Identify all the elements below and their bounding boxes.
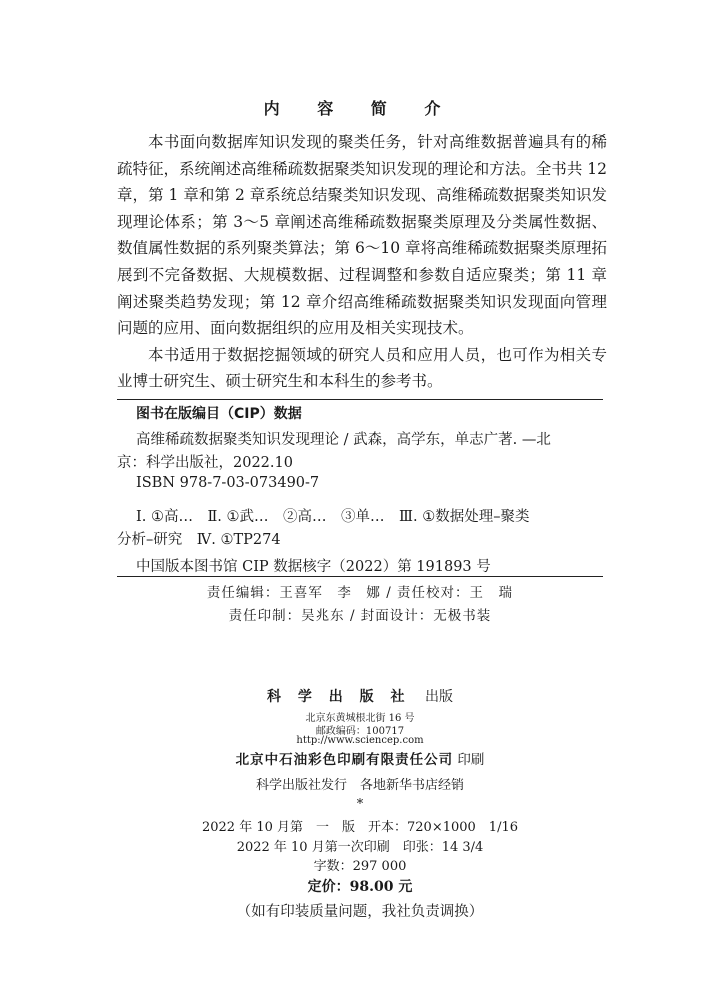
cip-title-line-1: 高维稀疏数据聚类知识发现理论 / 武森，高学东，单志广著. —北 (136, 432, 551, 448)
cip-classification-line-2: 分析–研究 Ⅳ. ①TP274 (117, 532, 281, 548)
page-title: 内 容 简 介 (263, 99, 457, 118)
credits-line-1: 责任编辑：王喜军 李 娜 / 责任校对：王 瑞 (206, 585, 514, 601)
cip-top-rule (117, 399, 603, 400)
edition-line: 2022 年 10 月第 一 版 开本：720×1000 1/16 (201, 820, 518, 835)
printing-line: 2022 年 10 月第一次印刷 印张：14 3/4 (236, 840, 484, 855)
summary-paragraph-1: 本书面向数据库知识发现的聚类任务，针对高维数据普遍具有的稀疏特征，系统阐述高维稀疏数据聚类知识发现的理论和方法。全书共 12 章，第 1 章和第 2 章系统总结聚类知识发现、高维稀疏数据聚类知识发现理论体系；第 3～5 章阐述高维稀疏数据聚类原理及分类属性数据、数值属性数据的系列聚类算法；第 6～10 章将高维稀疏数据聚类原理拓展到不完备数据、大规模数据、过程调整和参数自适应聚类；第 11 章阐述聚类趋势发现；第 12 章介绍高维稀疏数据聚类知识发现面向管理问题的应用、面向数据组织的应用及相关实现技术。 (117, 133, 607, 338)
printer-line (0, 748, 720, 768)
word-count: 字数：297 000 (313, 859, 407, 874)
price: 定价：98.00 元 (307, 879, 413, 895)
cip-bottom-rule (117, 576, 603, 577)
separator-star: * (356, 797, 364, 812)
publisher-suffix: 出版 (424, 689, 453, 705)
quality-notice: （如有印装质量问题，我社负责调换） (236, 904, 484, 920)
cip-heading: 图书在版编目（CIP）数据 (136, 406, 302, 422)
cip-title-line-2: 京：科学出版社，2022.10 (117, 455, 293, 471)
credits-line-2: 责任印制：吴兆东 / 封面设计：无极书装 (228, 608, 492, 624)
cip-classification-line-1: Ⅰ. ①高… Ⅱ. ①武… ②高… ③单… Ⅲ. ①数据处理–聚类 (136, 509, 530, 525)
publisher-postcode: 邮政编码：100717 (315, 726, 405, 737)
publisher-url: http://www.sciencep.com (296, 735, 424, 746)
cip-isbn: ISBN 978-7-03-073490-7 (136, 475, 320, 491)
distribution-line: 科学出版社发行 各地新华书店经销 (255, 778, 464, 793)
summary-paragraph-2: 本书适用于数据挖掘领域的研究人员和应用人员，也可作为相关专业博士研究生、硕士研究生和本科生的参考书。 (117, 345, 607, 391)
printer-name: 北京中石油彩色印刷有限责任公司 (235, 752, 454, 768)
publisher-name: 科 学 出 版 社 (267, 689, 411, 705)
printer-suffix: 印刷 (457, 752, 485, 768)
summary-section (117, 129, 607, 395)
cip-core-number: 中国版本图书馆 CIP 数据核字（2022）第 191893 号 (136, 559, 491, 575)
publisher-line (0, 686, 720, 706)
publisher-address: 北京东黄城根北街 16 号 (305, 713, 415, 724)
